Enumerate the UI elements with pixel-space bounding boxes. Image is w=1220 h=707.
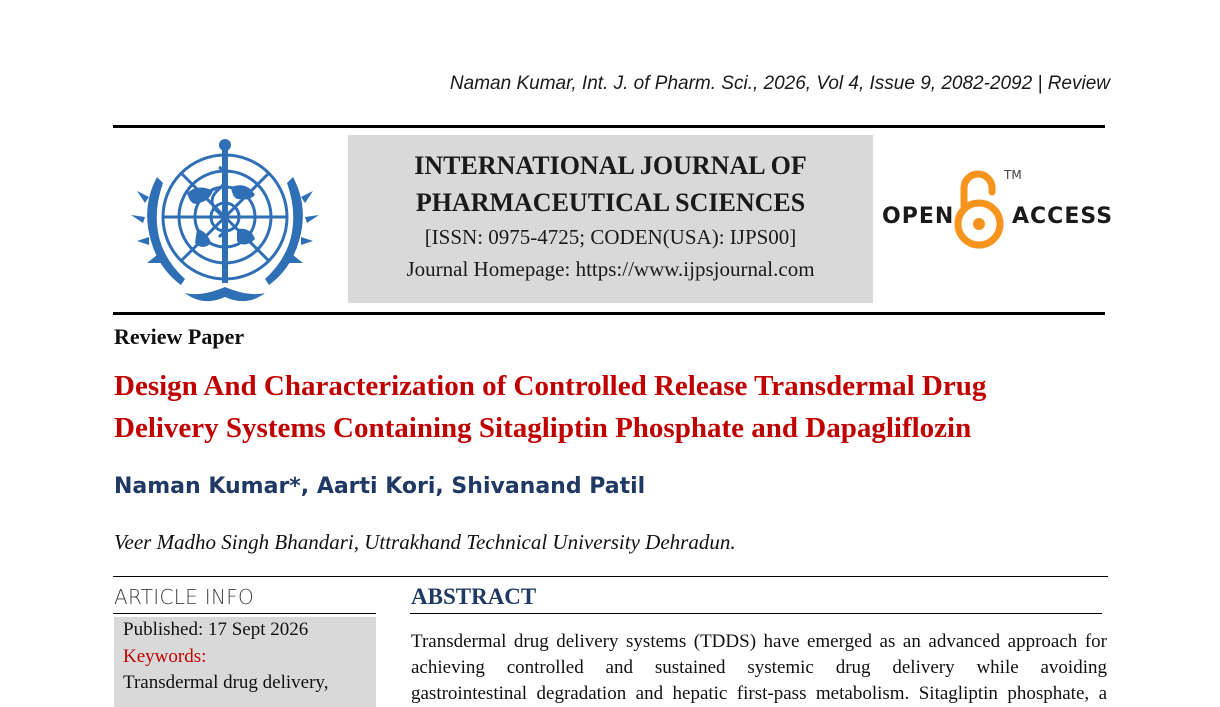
published-date: Published: 17 Sept 2026 [123,619,309,640]
paper-title-line1: Design And Characterization of Controlled Release Transdermal Drug [114,370,987,402]
journal-homepage[interactable]: Journal Homepage: https://www.ijpsjournal.com [406,257,815,281]
header-top-rule [113,125,1105,128]
abstract-heading: ABSTRACT [411,584,537,609]
abstract-line2: achieving controlled and sustained systemic drug delivery while avoiding [411,657,1107,678]
un-emblem-icon [127,137,323,307]
abstract-line3: gastrointestinal degradation and hepatic first-pass metabolism. Sitagliptin phosphate, a [411,683,1107,704]
open-lock-icon [954,166,1004,252]
open-access-logo [878,164,1114,254]
author-list: Naman Kumar*, Aarti Kori, Shivanand Patil [114,474,646,499]
citation-header: Naman Kumar, Int. J. of Pharm. Sci., 2026, Vol 4, Issue 9, 2082-2092 | Review [449,73,1110,94]
trademark-mark: TM [1004,168,1022,182]
journal-title-line1: INTERNATIONAL JOURNAL OF [414,151,807,180]
open-access-left-word: OPEN [882,204,955,229]
abstract-text [411,629,1107,707]
journal-title-line2: PHARMACEUTICAL SCIENCES [415,188,806,217]
abstract-underline [410,613,1102,614]
open-access-right-word: ACCESS [1012,204,1114,229]
paper-title-line2: Delivery Systems Containing Sitagliptin Phosphate and Dapagliflozin [114,412,972,444]
article-info-box [114,617,376,707]
affiliation: Veer Madho Singh Bhandari, Uttrakhand Technical University Dehradun. [114,530,736,554]
section-divider [113,576,1108,577]
article-info-heading: ARTICLE INFO [114,585,255,609]
article-info-underline [113,613,376,614]
journal-header-box [348,135,873,303]
journal-issn: [ISSN: 0975-4725; CODEN(USA): IJPS00] [424,225,797,249]
keywords-first: Transdermal drug delivery, [123,672,329,693]
abstract-line1: Transdermal drug delivery systems (TDDS) have emerged as an advanced approach for [411,631,1107,652]
paper-type: Review Paper [114,324,245,349]
paper-title [114,365,1114,449]
header-bottom-rule [113,312,1105,315]
keywords-label: Keywords: [123,646,207,667]
